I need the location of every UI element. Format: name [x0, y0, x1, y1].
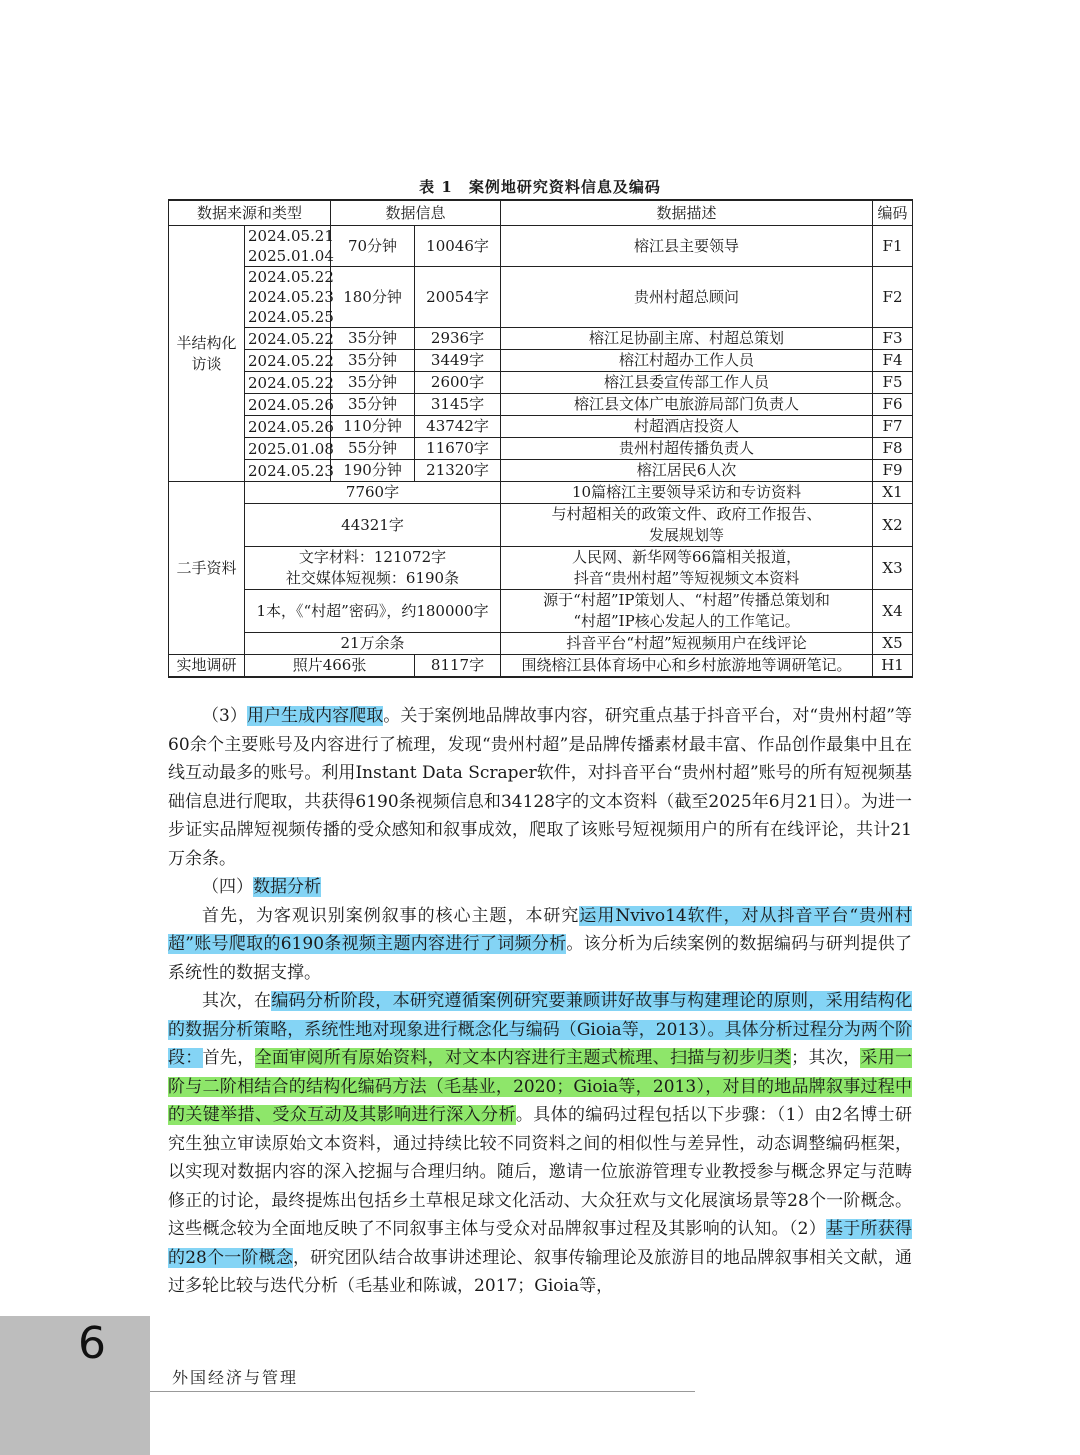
code-cell: F1	[873, 226, 913, 267]
code-cell: X5	[873, 633, 913, 655]
cell-line: 1本，《“村超”密码》，约180000字	[256, 601, 489, 620]
highlight-green: 采用一阶与二阶相结合的结构化编码方法（毛基业，2020；Gioia等，2013），对目的地品牌叙事过程中的关键举措、受众互动及其影响进行深入分析	[168, 1048, 913, 1125]
desc-cell	[501, 504, 873, 547]
desc-cell: 榕江村超办工作人员	[501, 350, 873, 372]
info-cell	[245, 633, 501, 655]
code-cell: X3	[873, 547, 913, 590]
desc-cell: 榕江县委宣传部工作人员	[501, 372, 873, 394]
highlight-blue: 运用Nvivo14软件，对从抖音平台“贵州村超”账号爬取的6190条视频主题内容进行了词频分析	[168, 905, 913, 954]
code-cell: X1	[873, 482, 913, 504]
table-row	[169, 438, 913, 460]
duration-cell: 190分钟	[331, 460, 415, 482]
date-cell	[245, 350, 334, 372]
journal-name: 外国经济与管理	[172, 1368, 299, 1387]
cell-line: 2024.05.23	[248, 461, 334, 480]
code-cell: X4	[873, 590, 913, 633]
info-cell	[245, 504, 501, 547]
cell-line: 44321字	[341, 515, 404, 534]
paragraph-ugc: （3）用户生成内容爬取。关于案例地品牌故事内容，研究重点基于抖音平台，对“贵州村超”等60余个主要账号及内容进行了梳理，发现“贵州村超”是品牌传播素材最丰富、作品创作最集中且在线互动最多的账号。利用Instant Data Scraper软件，对抖音平台“贵州村超”账号的所有短视频基础信息进行爬取，共获得6190条视频信息和34128字的文本资料（截至2025年6月21日）。为进一步证实品牌短视频传播的受众感知和叙事成效，爬取了该账号短视频用户的所有在线评论，共计21万余条。	[168, 706, 912, 869]
words-cell: 3449字	[415, 350, 501, 372]
code-cell: F6	[873, 394, 913, 416]
highlight-green: 全面审阅所有原始资料，对文本内容进行主题式梳理、扫描与初步归类	[254, 1048, 792, 1068]
duration-cell: 35分钟	[331, 372, 415, 394]
table-row	[169, 267, 913, 328]
duration-cell: 180分钟	[331, 267, 415, 328]
desc-cell: 榕江居民6人次	[501, 460, 873, 482]
desc-cell: 榕江县文体广电旅游局部门负责人	[501, 394, 873, 416]
research-data-table	[168, 199, 913, 678]
code-cell: F2	[873, 267, 913, 328]
words-cell: 2600字	[415, 372, 501, 394]
info-cell	[245, 590, 501, 633]
cell-line: 2024.05.22	[248, 351, 334, 370]
date-cell	[245, 328, 334, 350]
date-cell	[245, 372, 334, 394]
cell-line: 2025.01.08	[248, 439, 334, 458]
date-cell	[245, 394, 334, 416]
desc-cell: 村超酒店投资人	[501, 416, 873, 438]
table-row	[169, 394, 913, 416]
date-cell	[245, 438, 334, 460]
words-cell: 3145字	[415, 394, 501, 416]
code-cell: F7	[873, 416, 913, 438]
code-cell: F8	[873, 438, 913, 460]
cell-line: 2025.01.04	[248, 247, 334, 265]
code-cell: F5	[873, 372, 913, 394]
footer-divider	[150, 1391, 695, 1392]
table-title: 表 1 案例地研究资料信息及编码	[419, 178, 661, 196]
paragraph-second: 其次，在编码分析阶段，本研究遵循案例研究要兼顾讲好故事与构建理论的原则，采用结构化的数据分析策略，系统性地对现象进行概念化与编码（Gioia等，2013）。具体分析过程分为两个阶段：首先，全面审阅所有原始资料，对文本内容进行主题式梳理、扫描与初步归类；其次，采用一阶与二阶相结合的结构化编码方法（毛基业，2020；Gioia等，2013），对目的地品牌叙事过程中的关键举措、受众互动及其影响进行深入分析。具体的编码过程包括以下步骤：（1）由2名博士研究生独立审读原始文本资料，通过持续比较不同资料之间的相似性与差异性，动态调整编码框架，以实现对数据内容的深入挖掘与合理归纳。随后，邀请一位旅游管理专业教授参与概念界定与范畴修正的讨论，最终提炼出包括乡土草根足球文化活动、大众狂欢与文化展演场景等28个一阶概念。这些概念较为全面地反映了不同叙事主体与受众对品牌叙事过程及其影响的认知。（2）基于所获得的28个一阶概念，研究团队结合故事讲述理论、叙事传输理论及旅游目的地品牌叙事相关文献，通过多轮比较与迭代分析（毛基业和陈诚，2017；Gioia等，	[168, 991, 913, 1296]
duration-cell: 35分钟	[331, 328, 415, 350]
page-number-block	[0, 1316, 150, 1455]
desc-cell: 榕江足协副主席、村超总策划	[501, 328, 873, 350]
code-cell: H1	[873, 655, 913, 678]
highlight-blue: 编码分析阶段，本研究遵循案例研究要兼顾讲好故事与构建理论的原则，采用结构化的数据分析策略，系统性地对现象进行概念化与编码（Gioia等，2013）。具体分析过程分为两个阶段：	[168, 991, 913, 1068]
cell-line: 源于“村超”IP策划人、“村超”传播总策划和	[543, 591, 830, 609]
highlight-blue: 基于所获得的28个一阶概念	[168, 1219, 912, 1268]
code-cell: X2	[873, 504, 913, 547]
header-code: 编码	[873, 200, 913, 226]
words-cell: 43742字	[415, 416, 501, 438]
cell-line: 2024.05.26	[248, 417, 334, 436]
header-info: 数据信息	[331, 200, 501, 226]
table-row	[169, 350, 913, 372]
desc-cell: 贵州村超传播负责人	[501, 438, 873, 460]
table-row	[169, 372, 913, 394]
cell-line: 2024.05.22	[248, 268, 334, 286]
table-row	[169, 504, 913, 547]
table-header-row	[169, 200, 913, 226]
paragraph-first: 首先，为客观识别案例叙事的核心主题，本研究运用Nvivo14软件，对从抖音平台“贵州村超”账号爬取的6190条视频主题内容进行了词频分析。该分析为后续案例的数据编码与研判提供了系统性的数据支撑。	[168, 905, 913, 983]
table-row	[169, 482, 913, 504]
table-row	[169, 416, 913, 438]
duration-cell: 70分钟	[331, 226, 415, 267]
photos-cell: 照片466张	[245, 655, 415, 678]
table-row	[169, 655, 913, 678]
desc-cell	[501, 482, 873, 504]
date-cell	[245, 267, 334, 328]
body-text	[168, 702, 912, 1301]
cell-line: 7760字	[345, 483, 400, 501]
table-row	[169, 547, 913, 590]
header-desc: 数据描述	[501, 200, 873, 226]
desc-cell: 贵州村超总顾问	[501, 267, 873, 328]
desc-cell	[501, 547, 873, 590]
cell-line: 2024.05.21	[248, 227, 334, 245]
cell-line: 文字材料：121072字	[298, 548, 447, 566]
cell-line: 人民网、新华网等66篇相关报道，	[571, 548, 802, 566]
words-cell: 11670字	[415, 438, 501, 460]
table-row	[169, 226, 913, 267]
info-cell	[245, 482, 501, 504]
desc-cell: 围绕榕江县体育场中心和乡村旅游地等调研笔记。	[501, 655, 873, 678]
words-cell: 20054字	[415, 267, 501, 328]
duration-cell: 55分钟	[331, 438, 415, 460]
words-cell: 8117字	[415, 655, 501, 678]
cell-line: 与村超相关的政策文件、政府工作报告、	[551, 505, 822, 523]
duration-cell: 110分钟	[331, 416, 415, 438]
cell-line: 抖音平台“村超”短视频用户在线评论	[566, 634, 807, 652]
table-row	[169, 328, 913, 350]
section-heading-analysis: （四）数据分析	[202, 877, 321, 897]
group-label-field: 实地调研	[169, 655, 245, 678]
cell-line: “村超”IP核心发起人的工作笔记。	[573, 612, 800, 630]
date-cell	[245, 460, 334, 482]
cell-line: 社交媒体短视频：6190条	[285, 569, 460, 587]
words-cell: 2936字	[415, 328, 501, 350]
cell-line: 21万余条	[340, 634, 405, 652]
desc-cell: 榕江县主要领导	[501, 226, 873, 267]
group-label-semi: 半结构化访谈	[169, 226, 245, 482]
cell-line: 2024.05.26	[248, 395, 334, 414]
highlight-blue: 用户生成内容爬取	[246, 706, 384, 726]
code-cell: F4	[873, 350, 913, 372]
info-cell	[245, 547, 501, 590]
duration-cell: 35分钟	[331, 350, 415, 372]
group-label-secondary: 二手资料	[169, 482, 245, 655]
date-cell	[245, 226, 334, 267]
desc-cell	[501, 590, 873, 633]
highlight-blue: 数据分析	[253, 877, 321, 897]
table-row	[169, 590, 913, 633]
date-cell	[245, 416, 334, 438]
words-cell: 21320字	[415, 460, 501, 482]
table-row	[169, 633, 913, 655]
header-source: 数据来源和类型	[169, 200, 331, 226]
duration-cell: 35分钟	[331, 394, 415, 416]
words-cell: 10046字	[415, 226, 501, 267]
cell-line: 抖音“贵州村超”等短视频文本资料	[573, 569, 800, 587]
cell-line: 10篇榕江主要领导采访和专访资料	[571, 483, 802, 501]
cell-line: 2024.05.22	[248, 329, 334, 348]
cell-line: 2024.05.25	[248, 308, 334, 326]
cell-line: 2024.05.23	[248, 288, 334, 306]
cell-line: 发展规划等	[649, 526, 725, 544]
page-number: 6	[78, 1318, 106, 1369]
code-cell: F9	[873, 460, 913, 482]
table-row	[169, 460, 913, 482]
code-cell: F3	[873, 328, 913, 350]
cell-line: 2024.05.22	[248, 373, 334, 392]
desc-cell	[501, 633, 873, 655]
